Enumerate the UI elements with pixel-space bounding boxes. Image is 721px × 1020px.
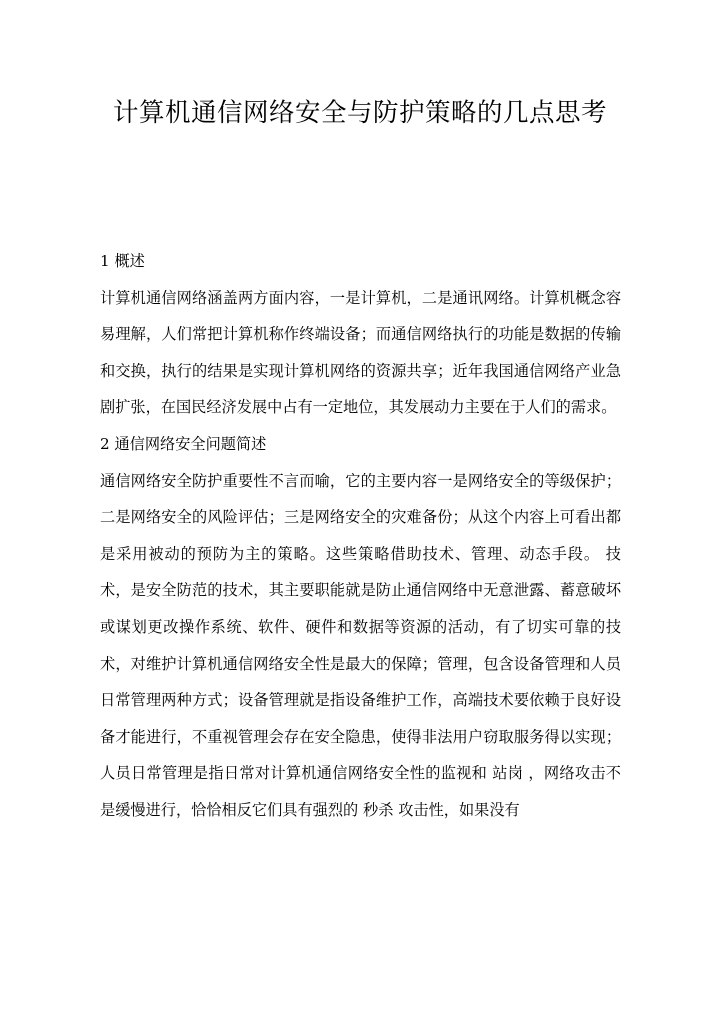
page-title: 计算机通信网络安全与防护策略的几点思考 [112, 98, 607, 129]
section-paragraph-1: 计算机通信网络涵盖两方面内容，一是计算机，二是通讯网络。计算机概念容易理解，人们常把计算机称作终端设备；而通信网络执行的功能是数据的传输和交换，执行的结果是实现计算机网络的资源共享；近年我国通信网络产业急剧扩张，在国民经济发展中占有一定地位，其发展动力主要在于人们的需求。 [100, 288, 621, 417]
section-paragraph-2: 通信网络安全防护重要性不言而喻，它的主要内容一是网络安全的等级保护；二是网络安全的风险评估；三是网络安全的灾难备份；从这个内容上可看出都是采用被动的预防为主的策略。这些策略借助技术、管理、动态手段。 技术，是安全防范的技术，其主要职能就是防止通信网络中无意泄露、蓄意破坏或谋划更改操作系统、软件、硬件和数据等资源的活动，有了切实可靠的技术，对维护计算机通信网络安全性是最大的保障；管理，包含设备管理和人员日常管理两种方式；设备管理就是指设备维护工作，高端技术要依赖于良好设备才能进行，不重视管理会存在安全隐患，使得非法用户窃取服务得以实现；人员日常管理是指日常对计算机通信网络安全性的监视和 站岗 ，网络攻击不是缓慢进行，恰恰相反它们具有强烈的 秒杀 攻击性，如果没有 [100, 471, 621, 819]
document-body [100, 243, 621, 829]
section-heading-1: 1 概述 [100, 252, 145, 270]
section-heading-2: 2 通信网络安全问题简述 [100, 434, 267, 453]
